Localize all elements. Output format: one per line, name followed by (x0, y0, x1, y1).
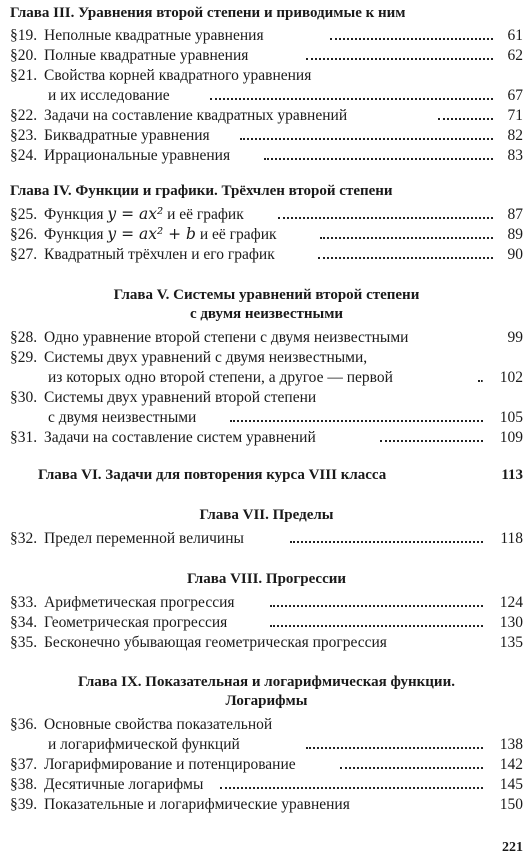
section-title (44, 205, 244, 224)
dot-leader (306, 58, 493, 60)
toc-entry (10, 613, 523, 632)
dot-leader (320, 237, 493, 239)
section-number: §29. (10, 349, 38, 366)
section-title: Задачи на составление квадратных уравнений (44, 107, 348, 124)
toc-entry (10, 26, 523, 45)
section-title-prefix: Функция (44, 226, 108, 243)
dot-leader (318, 257, 493, 259)
section-page: 67 (507, 87, 523, 104)
section-title: Задачи на составление систем уравнений (44, 429, 316, 446)
dot-leader (330, 38, 493, 40)
toc-entry-continuation (10, 735, 523, 754)
section-number: §24. (10, 147, 38, 164)
section-title: Полные квадратные уравнения (44, 47, 249, 64)
section-page: 118 (500, 530, 523, 547)
chapter-title: Глава VII. Пределы (199, 507, 334, 523)
section-number: §34. (10, 614, 38, 631)
section-title: Бесконечно убывающая геометрическая прогрессия (44, 634, 387, 651)
section-title: Неполные квадратные уравнения (44, 27, 264, 44)
section-page: 150 (499, 796, 523, 813)
section-number: §36. (10, 716, 38, 733)
section-page: 135 (499, 634, 523, 651)
section-number: §23. (10, 127, 38, 144)
chapter-page: 113 (501, 467, 523, 483)
toc-entry (10, 348, 523, 367)
section-title (44, 225, 277, 244)
dot-leader (306, 747, 483, 749)
section-title: Иррациональные уравнения (44, 147, 231, 164)
dot-leader (230, 420, 483, 422)
section-title-continuation: из которых одно второй степени, а другое — первой (48, 369, 393, 386)
section-page: 138 (499, 736, 523, 753)
section-page: 62 (507, 47, 523, 64)
section-number: §37. (10, 756, 38, 773)
section-title: Арифметическая прогрессия (44, 594, 235, 611)
section-page: 90 (507, 246, 523, 263)
section-title-suffix: и её график (195, 226, 277, 243)
section-number: §39. (10, 796, 38, 813)
section-title: Основные свойства показательной (44, 716, 273, 733)
section-page: 71 (507, 107, 523, 124)
section-title: Системы двух уравнений с двумя неизвестными, (44, 349, 368, 366)
toc-entry (10, 146, 523, 165)
section-number: §30. (10, 389, 38, 406)
formula: y = ax² (107, 205, 164, 223)
section-page: 109 (499, 429, 523, 446)
section-number: §33. (10, 594, 38, 611)
toc-entry (10, 106, 523, 125)
dot-leader (380, 440, 483, 442)
toc-entry (10, 225, 523, 244)
section-number: §21. (10, 67, 38, 84)
section-number: §32. (10, 530, 38, 547)
dot-leader (264, 158, 493, 160)
formula: y = ax² + b (107, 225, 196, 243)
toc-entry-continuation (10, 86, 523, 105)
page-number: 221 (502, 840, 523, 855)
chapter-title: Глава VI. Задачи для повторения курса VIII класса (38, 467, 387, 483)
section-page: 82 (507, 127, 523, 144)
section-number: §35. (10, 634, 38, 651)
section-number: §31. (10, 429, 38, 446)
section-title: Предел переменной величины (44, 530, 244, 547)
toc-entry (10, 795, 523, 814)
section-title-continuation: с двумя неизвестными (48, 409, 197, 426)
toc-entry (10, 633, 523, 652)
toc-entry (10, 126, 523, 145)
section-number: §20. (10, 47, 38, 64)
dot-leader (240, 138, 493, 140)
section-number: §19. (10, 27, 38, 44)
dot-leader (270, 625, 483, 627)
toc-entry (10, 755, 523, 774)
chapter-title: Глава IX. Показательная и логарифмическая функции. (78, 674, 455, 690)
dot-leader (478, 380, 483, 382)
toc-entry (10, 328, 523, 347)
chapter-title-line2: Логарифмы (225, 693, 308, 709)
section-title: Геометрическая прогрессия (44, 614, 228, 631)
section-page: 145 (499, 776, 523, 793)
section-title-continuation: и их исследование (48, 87, 170, 104)
dot-leader (210, 98, 493, 100)
toc-entry (10, 245, 523, 264)
section-page: 102 (499, 369, 523, 386)
section-title-suffix: и её график (163, 206, 244, 223)
dot-leader (270, 605, 483, 607)
toc-entry (10, 529, 523, 548)
section-number: §27. (10, 246, 38, 263)
toc-entry-continuation (10, 368, 523, 387)
chapter-title: Глава VIII. Прогрессии (186, 571, 347, 587)
section-title: Показательные и логарифмические уравнения (44, 796, 350, 813)
chapter-title-line2: с двумя неизвестными (189, 306, 344, 322)
toc-entry (10, 205, 523, 224)
dot-leader (290, 541, 483, 543)
toc-entry (10, 66, 523, 85)
section-page: 61 (507, 27, 523, 44)
dot-leader (278, 217, 493, 219)
section-title: Системы двух уравнений второй степени (44, 389, 317, 406)
section-number: §26. (10, 226, 38, 243)
section-page: 142 (499, 756, 523, 773)
section-title: Десятичные логарифмы (44, 776, 204, 793)
toc-entry-continuation (10, 408, 523, 427)
chapter-title: Глава IV. Функции и графики. Трёхчлен второй степени (10, 183, 393, 199)
section-page: 105 (499, 409, 523, 426)
section-title: Квадратный трёхчлен и его график (44, 246, 275, 263)
section-title: Одно уравнение второй степени с двумя неизвестными (44, 329, 409, 346)
section-title: Логарифмирование и потенцирование (44, 756, 296, 773)
section-page: 87 (507, 206, 523, 223)
section-title-continuation: и логарифмической функций (48, 736, 240, 753)
section-title: Биквадратные уравнения (44, 127, 210, 144)
section-page: 99 (507, 329, 523, 346)
toc-entry (10, 715, 523, 734)
toc-entry (10, 775, 523, 794)
section-page: 89 (507, 226, 523, 243)
section-number: §25. (10, 206, 38, 223)
dot-leader (220, 787, 483, 789)
section-number: §28. (10, 329, 38, 346)
section-number: §38. (10, 776, 38, 793)
section-number: §22. (10, 107, 38, 124)
section-title-prefix: Функция (44, 206, 108, 223)
section-title: Свойства корней квадратного уравнения (44, 67, 312, 84)
section-page: 130 (499, 614, 523, 631)
dot-leader (340, 767, 483, 769)
toc-entry (10, 388, 523, 407)
chapter-title: Глава III. Уравнения второй степени и приводимые к ним (10, 5, 406, 21)
dot-leader (438, 118, 493, 120)
toc-entry (10, 428, 523, 447)
section-page: 124 (499, 594, 523, 611)
toc-entry (10, 593, 523, 612)
chapter-title: Глава V. Системы уравнений второй степени (113, 287, 420, 303)
section-page: 83 (507, 147, 523, 164)
toc-entry (10, 46, 523, 65)
